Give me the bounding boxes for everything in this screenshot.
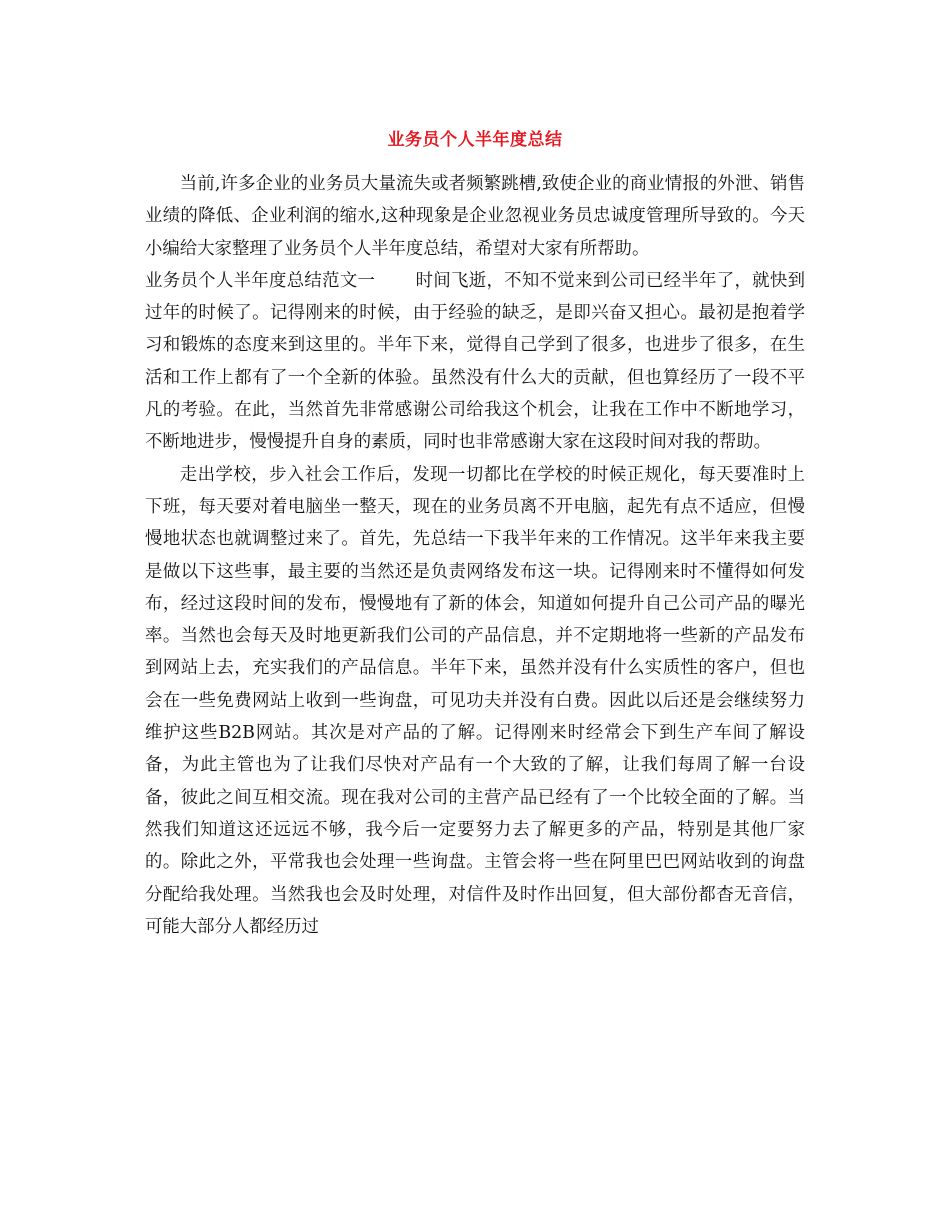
document-title: 业务员个人半年度总结 (387, 130, 563, 150)
section-paragraph-2: 走出学校，步入社会工作后，发现一切都比在学校的时候正规化，每天要准时上下班，每天要对着电脑坐一整天，现在的业务员离不开电脑，起先有点不适应，但慢慢地状态也就调整过来了。首先，先总结一下我半年来的工作情况。这半年来我主要是做以下这些事，最主要的当然还是负责网络发布这一块。记得刚来时不懂得如何发布，经过这段时间的发布，慢慢地有了新的体会，知道如何提升自己公司产品的曝光率。当然也会每天及时地更新我们公司的产品信息，并不定期地将一些新的产品发布到网站上去，充实我们的产品信息。半年下来，虽然并没有什么实质性的客户，但也会在一些免费网站上收到一些询盘，可见功夫并没有白费。因此以后还是会继续努力维护这些B2B网站。其次是对产品的了解。记得刚来时经常会下到生产车间了解设备，为此主管也为了让我们尽快对产品有一个大致的了解，让我们每周了解一台设备，彼此之间互相交流。现在我对公司的主营产品已经有了一个比较全面的了解。当然我们知道这还远远不够，我今后一定要努力去了解更多的产品，特别是其他厂家的。除此之外，平常我也会处理一些询盘。主管会将一些在阿里巴巴网站收到的询盘分配给我处理。当然我也会及时处理，对信件及时作出回复，但大部份都杳无音信，可能大部分人都经历过 (145, 464, 805, 937)
intro-paragraph: 当前,许多企业的业务员大量流失或者频繁跳槽,致使企业的商业情报的外泄、销售业绩的降低、企业利润的缩水,这种现象是企业忽视业务员忠诚度管理所导致的。今天小编给大家整理了业务员个人半年度总结，希望对大家有所帮助。 (145, 174, 805, 259)
section-paragraph-1 (145, 265, 805, 459)
section-heading: 业务员个人半年度总结范文一 (145, 270, 376, 291)
section-first-paragraph: 时间飞逝，不知不觉来到公司已经半年了，就快到过年的时候了。记得刚来的时候，由于经验的缺乏，是即兴奋又担心。最初是抱着学习和锻炼的态度来到这里的。半年下来，觉得自己学到了很多，也进步了很多，在生活和工作上都有了一个全新的体验。虽然没有什么大的贡献，但也算经历了一段不平凡的考验。在此，当然首先非常感谢公司给我这个机会，让我在工作中不断地学习，不断地进步，慢慢提升自身的素质，同时也非常感谢大家在这段时间对我的帮助。 (145, 270, 805, 453)
document-body (145, 168, 805, 943)
